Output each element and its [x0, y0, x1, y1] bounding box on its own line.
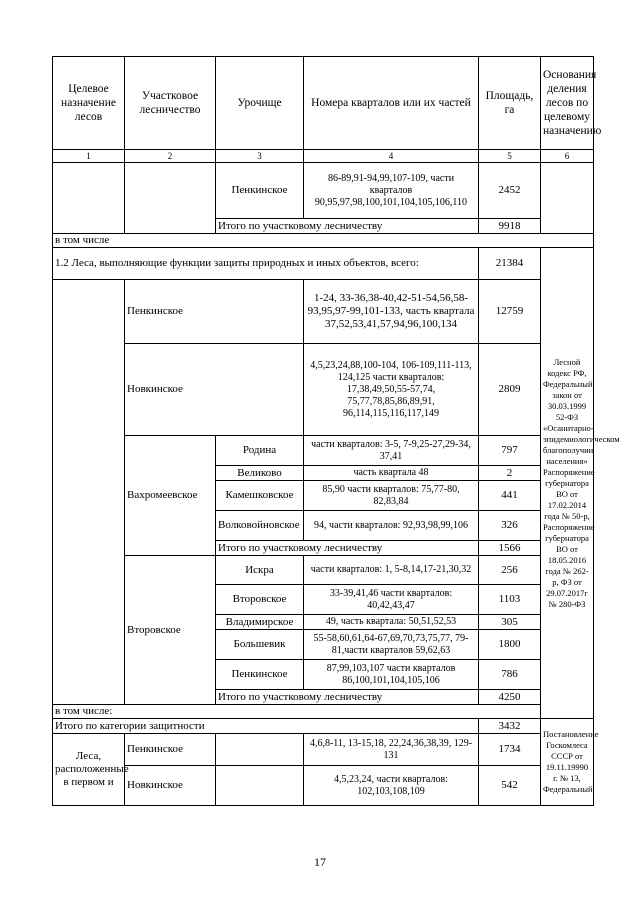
quarters-cell: 1-24, 33-36,38-40,42-51-54,56,58-93,95,97-99,101-133, часть квартала 37,52,53,41,57,94,96,100,134 [304, 280, 479, 344]
category-total-area: 3432 [479, 719, 541, 734]
area-cell: 1800 [479, 630, 541, 660]
district-name: Вахромеевское [125, 436, 216, 556]
section-note: в том числе: [53, 705, 594, 719]
area-cell: 305 [479, 615, 541, 630]
section-area: 21384 [479, 248, 541, 280]
header-area: Площадь, га [479, 57, 541, 150]
col-num: 3 [216, 150, 304, 163]
quarters-cell: часть квартала 48 [304, 466, 479, 481]
area-cell: 542 [479, 766, 541, 806]
district-name: Новкинское [125, 766, 216, 806]
document-page [52, 56, 620, 806]
area-cell: 786 [479, 660, 541, 690]
district-name: Пенкинское [125, 734, 216, 766]
quarters-cell: части кварталов: 3-5, 7-9,25-27,29-34, 37,41 [304, 436, 479, 466]
subtotal-label: Итого по участковому лесничеству [216, 541, 479, 556]
subtotal-area: 4250 [479, 690, 541, 705]
district-name: Пенкинское [125, 280, 304, 344]
col-num: 2 [125, 150, 216, 163]
tract-name: Пенкинское [216, 163, 304, 219]
tract-name: Камешковское [216, 481, 304, 511]
tract-name: Искра [216, 556, 304, 585]
tract-name: Владимирское [216, 615, 304, 630]
quarters-cell: 4,5,23,24,88,100-104, 106-109,111-113, 124,125 части кварталов: 17,38,49,50,55-57,74, 75,77,78,85,86,89,91, 96,114,115,116,117,149 [304, 344, 479, 436]
table-row [53, 344, 594, 436]
purpose-cell: Леса, расположенные в первом и [53, 734, 125, 806]
header-quarters: Номера кварталов или их частей [304, 57, 479, 150]
basis-cell: Постановление Госкомлеса СССР от 19.11.19990 г. № 13, Федеральный [541, 719, 594, 806]
quarters-cell: 86-89,91-94,99,107-109, части кварталов 90,95,97,98,100,101,104,105,106,110 [304, 163, 479, 219]
tract-name: Второвское [216, 585, 304, 615]
district-name: Второвское [125, 556, 216, 705]
subtotal-area: 1566 [479, 541, 541, 556]
col-num: 6 [541, 150, 594, 163]
quarters-cell: 4,6,8-11, 13-15,18, 22,24,36,38,39, 129-131 [304, 734, 479, 766]
area-cell: 2 [479, 466, 541, 481]
table-row [53, 234, 594, 248]
area-cell: 441 [479, 481, 541, 511]
table-row [53, 766, 594, 806]
quarters-cell: 87,99,103,107 части кварталов 86,100,101,104,105,106 [304, 660, 479, 690]
area-cell: 2809 [479, 344, 541, 436]
quarters-cell: 85,90 части кварталов: 75,77-80, 82,83,84 [304, 481, 479, 511]
table-row [53, 719, 594, 734]
table-row [53, 280, 594, 344]
header-tract: Урочище [216, 57, 304, 150]
forest-table [52, 56, 620, 806]
area-cell: 2452 [479, 163, 541, 219]
area-cell: 326 [479, 511, 541, 541]
area-cell: 797 [479, 436, 541, 466]
subtotal-label: Итого по участковому лесничеству [216, 690, 479, 705]
quarters-cell: 4,5,23,24, части кварталов: 102,103,108,109 [304, 766, 479, 806]
col-num: 5 [479, 150, 541, 163]
quarters-cell: 94, части кварталов: 92,93,98,99,106 [304, 511, 479, 541]
header-purpose: Целевое назначение лесов [53, 57, 125, 150]
subtotal-label: Итого по участковому лесничеству [216, 219, 479, 234]
subtotal-area: 9918 [479, 219, 541, 234]
page-number: 17 [314, 855, 326, 869]
header-district: Участковое лесничество [125, 57, 216, 150]
table-row [53, 248, 594, 280]
area-cell: 256 [479, 556, 541, 585]
area-cell: 12759 [479, 280, 541, 344]
column-number-row [53, 150, 594, 163]
section-note: в том числе [53, 234, 594, 248]
header-basis: Основания деления лесов по целевому назначению [541, 57, 594, 150]
district-name: Новкинское [125, 344, 304, 436]
area-cell: 1103 [479, 585, 541, 615]
tract-name: Большевик [216, 630, 304, 660]
area-cell: 1734 [479, 734, 541, 766]
table-row [53, 436, 594, 466]
tract-name: Родина [216, 436, 304, 466]
tract-name: Великово [216, 466, 304, 481]
header-row [53, 57, 594, 150]
table-row [53, 556, 594, 585]
table-row [53, 705, 594, 719]
col-num: 4 [304, 150, 479, 163]
col-num: 1 [53, 150, 125, 163]
tract-name: Пенкинское [216, 660, 304, 690]
quarters-cell: 55-58,60,61,64-67,69,70,73,75,77, 79-81,части кварталов 59,62,63 [304, 630, 479, 660]
quarters-cell: 49, часть квартала: 50,51,52,53 [304, 615, 479, 630]
table-row [53, 734, 594, 766]
tract-name: Волковойновское [216, 511, 304, 541]
section-title: 1.2 Леса, выполняющие функции защиты природных и иных объектов, всего: [53, 248, 479, 280]
basis-cell: Лесной кодекс РФ, Федеральный закон от 30.03.1999 52-ФЗ «Осанитарно-эпидемиологическом благополучии населения» Распоряжение губернатора ВО от 17.02.2014 года № 50-р, Распоряжение губернатора ВО от 18.05.2016 года № 262-р, ФЗ от 29.07.2017г № 280-ФЗ [541, 248, 594, 719]
quarters-cell: части кварталов: 1, 5-8,14,17-21,30,32 [304, 556, 479, 585]
quarters-cell: 33-39,41,46 части кварталов: 40,42,43,47 [304, 585, 479, 615]
category-total-label: Итого по категории защитности [53, 719, 479, 734]
table-row [53, 163, 594, 219]
